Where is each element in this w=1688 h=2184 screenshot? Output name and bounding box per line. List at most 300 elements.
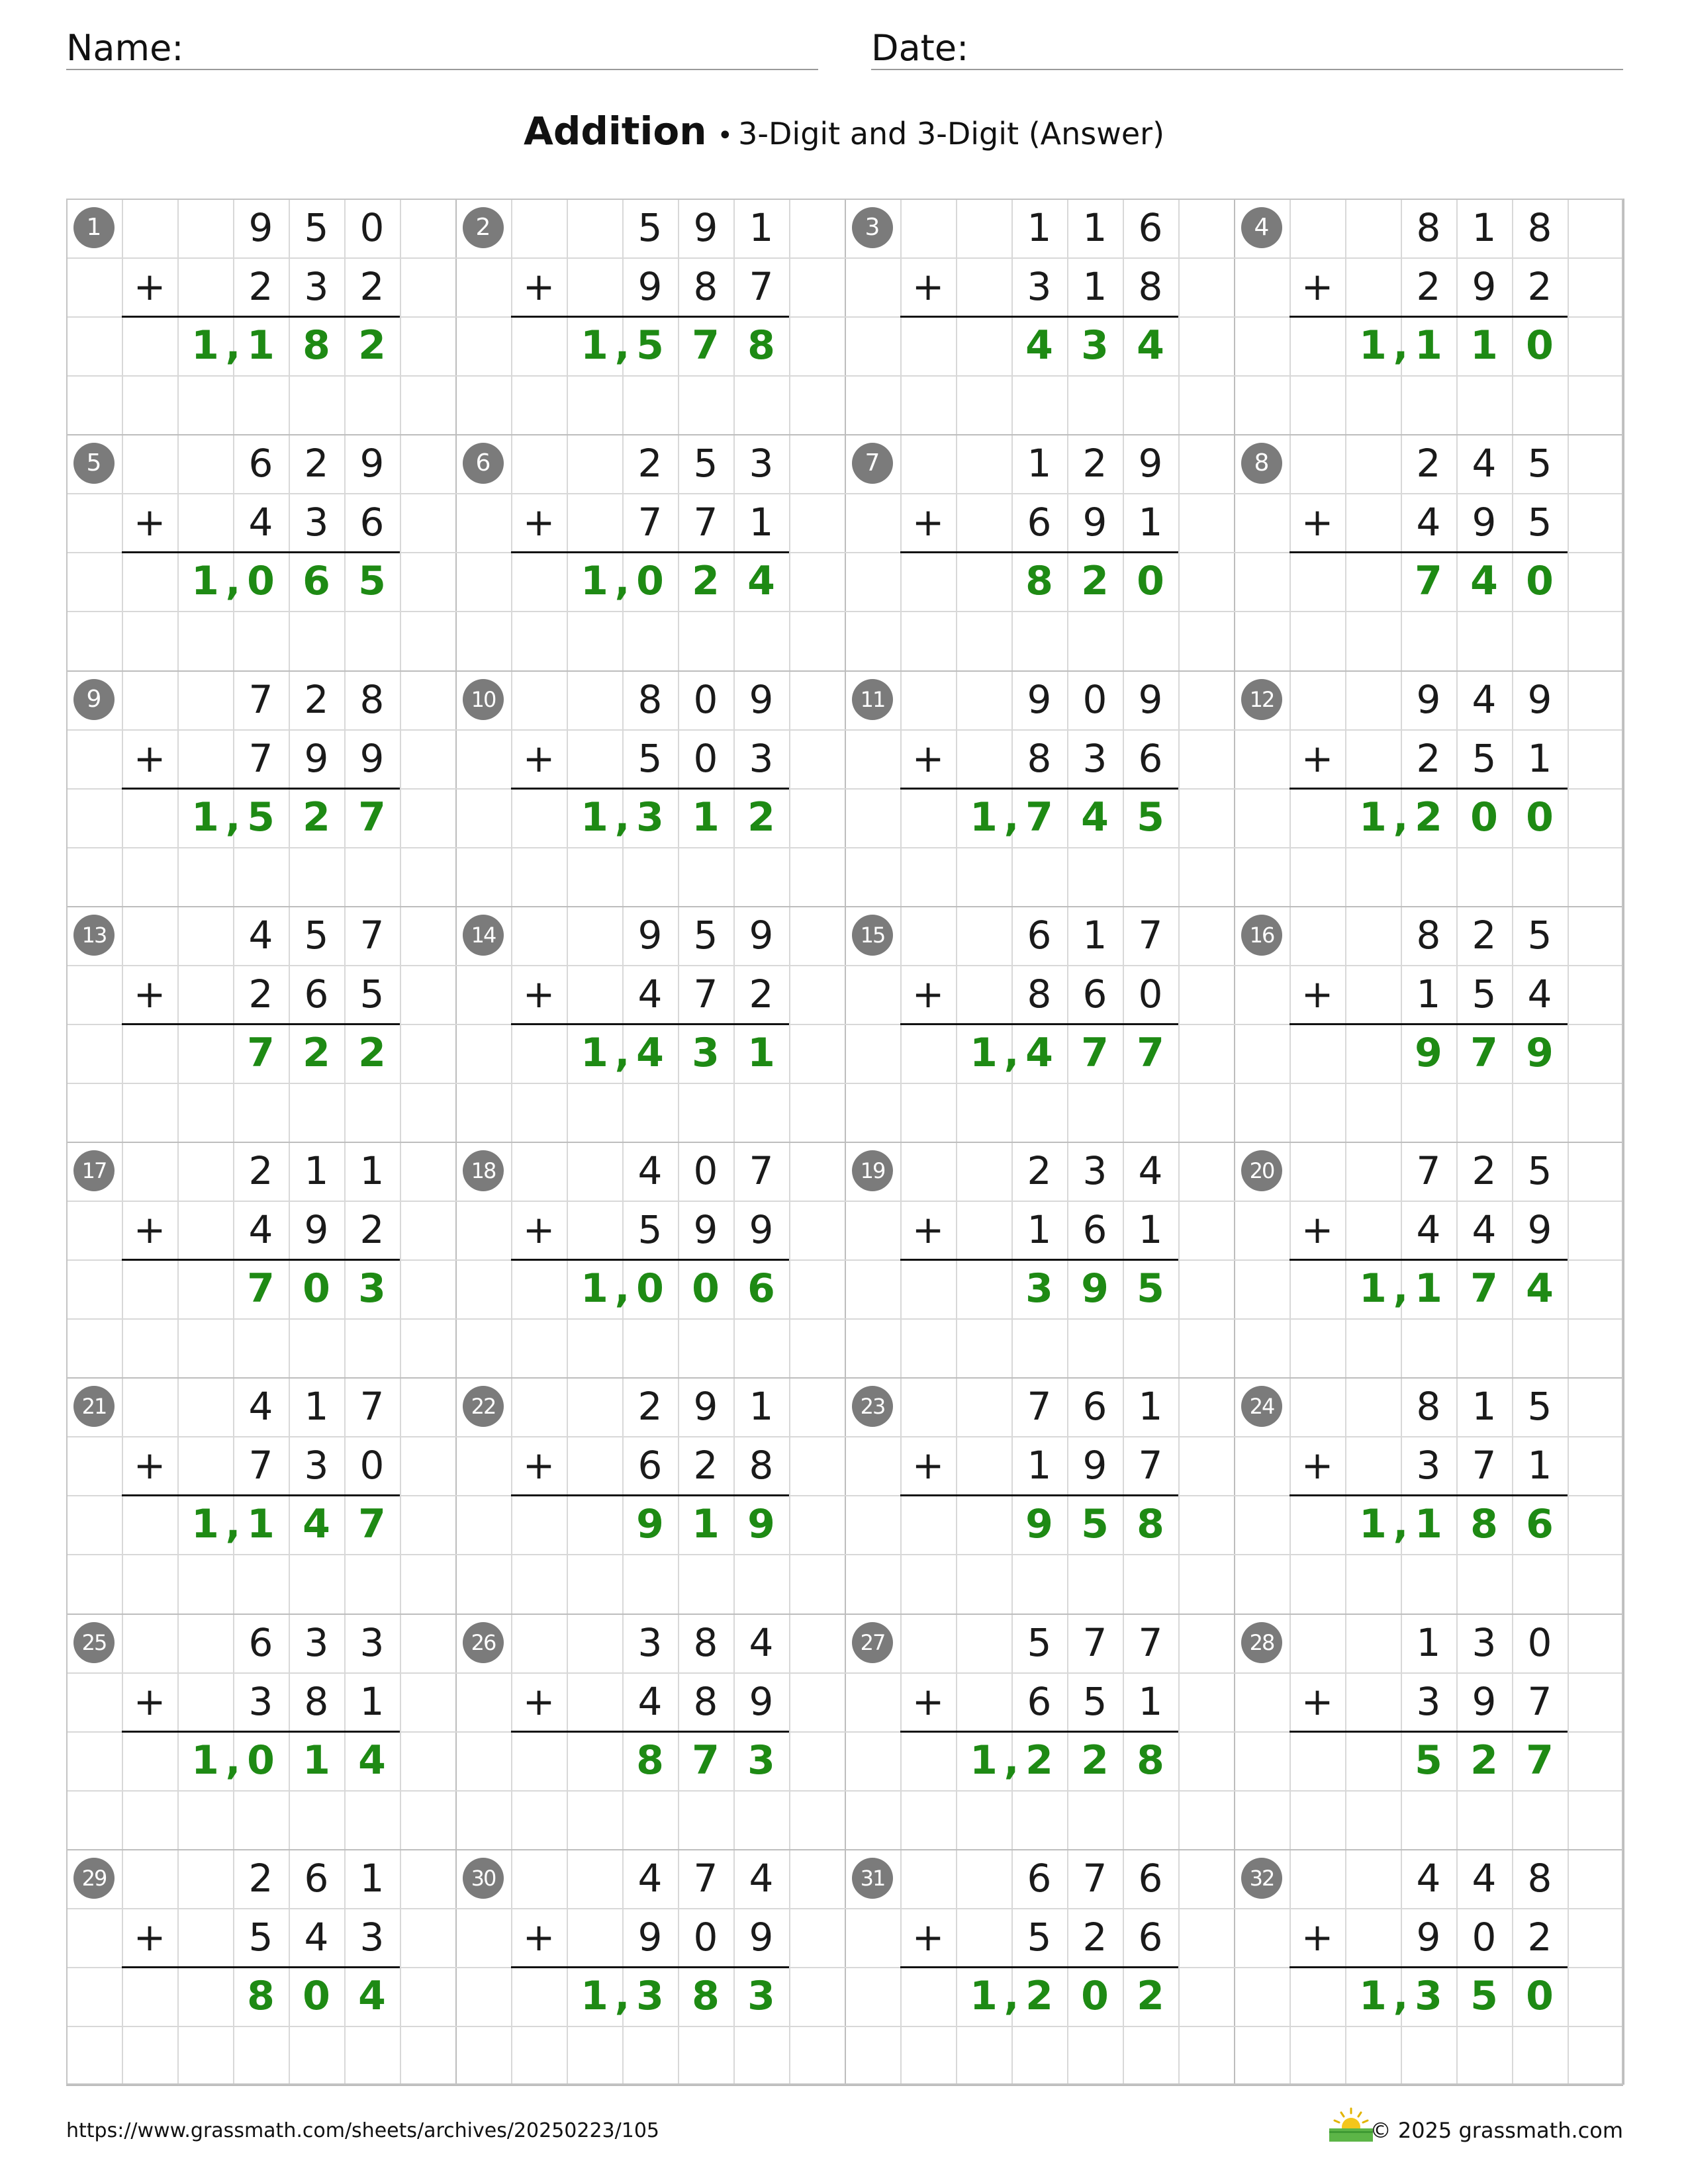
addend-digit: 7	[359, 912, 385, 958]
answer-digit: 7	[1025, 794, 1053, 841]
addend-digit: 0	[693, 676, 718, 722]
answer-digit: 5	[1415, 1737, 1442, 1784]
title-separator: •	[717, 120, 733, 151]
addend-digit: 9	[637, 1914, 663, 1960]
answer-digit: 2	[692, 558, 720, 605]
problem-number-badge: 18	[463, 1150, 504, 1191]
addend-digit: 9	[749, 1207, 774, 1253]
addend-digit: 7	[1416, 1148, 1441, 1193]
plus-sign: +	[522, 1914, 555, 1960]
addend-digit: 8	[693, 1678, 718, 1724]
answer-digit: 1	[970, 794, 998, 841]
addend-digit: 1	[359, 1678, 385, 1724]
footer-url: https://www.grassmath.com/sheets/archives/20250223/105	[66, 2119, 660, 2142]
answer-digit: 1	[1359, 322, 1387, 369]
addend-digit: 3	[304, 500, 329, 545]
addend-digit: 2	[1027, 1148, 1052, 1193]
addend-digit: 3	[749, 735, 774, 781]
addend-digit: 0	[1472, 1914, 1497, 1960]
problem-number-badge: 4	[1241, 207, 1282, 248]
addend-digit: 7	[637, 500, 663, 545]
addend-digit: 4	[248, 1207, 273, 1253]
answer-comma: ,	[614, 1029, 630, 1076]
answer-comma: ,	[1393, 1972, 1409, 2019]
plus-sign: +	[912, 1678, 945, 1724]
addend-digit: 7	[1138, 912, 1163, 958]
problem-number-badge: 8	[1241, 443, 1282, 484]
addend-digit: 3	[749, 441, 774, 486]
addend-digit: 6	[248, 441, 273, 486]
problem-number-badge: 9	[73, 679, 115, 720]
addend-digit: 2	[248, 1148, 273, 1193]
addend-digit: 9	[1472, 500, 1497, 545]
answer-comma: ,	[614, 558, 630, 605]
addend-digit: 4	[1472, 676, 1497, 722]
addend-digit: 1	[749, 500, 774, 545]
addend-digit: 9	[749, 912, 774, 958]
addend-digit: 7	[693, 1855, 718, 1901]
answer-digit: 1	[581, 1972, 608, 2019]
addend-digit: 9	[1527, 676, 1552, 722]
answer-digit: 1	[1359, 1972, 1387, 2019]
addend-digit: 9	[359, 441, 385, 486]
answer-digit: 0	[1526, 794, 1554, 841]
answer-comma: ,	[1393, 794, 1409, 841]
addend-digit: 4	[1472, 1855, 1497, 1901]
addend-digit: 8	[304, 1678, 329, 1724]
addend-digit: 3	[359, 1619, 385, 1665]
plus-sign: +	[1301, 1207, 1334, 1253]
answer-digit: 1	[581, 794, 608, 841]
plus-sign: +	[1301, 1443, 1334, 1488]
answer-comma: ,	[1004, 794, 1019, 841]
addend-digit: 1	[359, 1148, 385, 1193]
answer-comma: ,	[614, 794, 630, 841]
answer-comma: ,	[614, 322, 630, 369]
answer-digit: 1	[581, 322, 608, 369]
addend-digit: 7	[1138, 1619, 1163, 1665]
answer-digit: 5	[636, 322, 664, 369]
plus-sign: +	[1301, 500, 1334, 545]
problem-number-badge: 32	[1241, 1858, 1282, 1899]
plus-sign: +	[912, 971, 945, 1017]
answer-digit: 8	[1470, 1501, 1498, 1548]
answer-digit: 4	[1470, 558, 1498, 605]
problem-number-badge: 15	[852, 915, 893, 956]
addend-digit: 4	[637, 1855, 663, 1901]
addend-digit: 4	[749, 1619, 774, 1665]
answer-comma: ,	[1393, 322, 1409, 369]
addend-digit: 9	[1138, 441, 1163, 486]
addend-digit: 2	[304, 441, 329, 486]
answer-comma: ,	[225, 1501, 241, 1548]
plus-sign: +	[522, 1443, 555, 1488]
date-field[interactable]	[871, 25, 1623, 70]
plus-sign: +	[133, 1443, 166, 1488]
answer-comma: ,	[614, 1972, 630, 2019]
addend-digit: 6	[637, 1443, 663, 1488]
plus-sign: +	[1301, 264, 1334, 310]
addend-digit: 8	[1138, 264, 1163, 310]
answer-digit: 1	[247, 322, 275, 369]
answer-digit: 3	[636, 794, 664, 841]
addend-digit: 9	[248, 205, 273, 250]
worksheet-title	[0, 105, 1688, 167]
addend-digit: 1	[1138, 500, 1163, 545]
answer-digit: 1	[303, 1737, 330, 1784]
addend-digit: 6	[1082, 1384, 1107, 1430]
addend-digit: 3	[1416, 1443, 1441, 1488]
answer-digit: 0	[303, 1972, 330, 2019]
addend-digit: 9	[693, 205, 718, 250]
addend-digit: 6	[1082, 1207, 1107, 1253]
answer-comma: ,	[614, 1265, 630, 1312]
answer-digit: 7	[358, 794, 386, 841]
answer-digit: 0	[636, 558, 664, 605]
answer-comma: ,	[1393, 1501, 1409, 1548]
problem-number-badge: 19	[852, 1150, 893, 1191]
problem-number-badge: 23	[852, 1386, 893, 1427]
addend-digit: 6	[1027, 1678, 1052, 1724]
date-label: Date:	[871, 27, 969, 69]
addend-digit: 6	[1138, 1855, 1163, 1901]
addend-digit: 9	[1472, 264, 1497, 310]
answer-digit: 5	[358, 558, 386, 605]
answer-comma: ,	[225, 558, 241, 605]
answer-digit: 1	[970, 1029, 998, 1076]
answer-digit: 1	[191, 794, 219, 841]
answer-digit: 4	[636, 1029, 664, 1076]
addend-digit: 6	[1138, 1914, 1163, 1960]
answer-digit: 3	[636, 1972, 664, 2019]
plus-sign: +	[133, 971, 166, 1017]
plus-sign: +	[912, 264, 945, 310]
addend-digit: 1	[1138, 1207, 1163, 1253]
plus-sign: +	[522, 264, 555, 310]
answer-digit: 4	[303, 1501, 330, 1548]
addend-digit: 1	[1027, 1207, 1052, 1253]
answer-digit: 2	[303, 794, 330, 841]
answer-digit: 1	[1415, 1501, 1442, 1548]
plus-sign: +	[1301, 971, 1334, 1017]
addend-digit: 9	[1027, 676, 1052, 722]
answer-digit: 2	[1470, 1737, 1498, 1784]
answer-digit: 4	[1526, 1265, 1554, 1312]
answer-digit: 8	[247, 1972, 275, 2019]
addend-digit: 5	[1472, 971, 1497, 1017]
addend-digit: 3	[248, 1678, 273, 1724]
addend-digit: 2	[1082, 1914, 1107, 1960]
plus-sign: +	[133, 264, 166, 310]
addend-digit: 5	[1082, 1678, 1107, 1724]
addend-digit: 3	[1472, 1619, 1497, 1665]
answer-digit: 0	[1081, 1972, 1109, 2019]
plus-sign: +	[522, 971, 555, 1017]
answer-digit: 6	[747, 1265, 775, 1312]
answer-digit: 1	[1470, 322, 1498, 369]
answer-digit: 1	[1415, 1265, 1442, 1312]
addend-digit: 4	[248, 500, 273, 545]
addend-digit: 1	[1527, 735, 1552, 781]
addend-digit: 0	[1082, 676, 1107, 722]
addend-digit: 2	[1527, 1914, 1552, 1960]
addend-digit: 2	[1527, 264, 1552, 310]
addend-digit: 7	[693, 971, 718, 1017]
answer-digit: 8	[636, 1737, 664, 1784]
answer-digit: 8	[692, 1972, 720, 2019]
addend-digit: 0	[693, 735, 718, 781]
addend-digit: 7	[1527, 1678, 1552, 1724]
addend-digit: 5	[693, 441, 718, 486]
addend-digit: 5	[637, 735, 663, 781]
answer-digit: 3	[747, 1972, 775, 2019]
addend-digit: 3	[304, 1443, 329, 1488]
addend-digit: 2	[359, 264, 385, 310]
answer-comma: ,	[225, 1737, 241, 1784]
addend-digit: 2	[1472, 1148, 1497, 1193]
addend-digit: 1	[1416, 1619, 1441, 1665]
addend-digit: 4	[637, 1148, 663, 1193]
problem-number-badge: 22	[463, 1386, 504, 1427]
addend-digit: 1	[1472, 205, 1497, 250]
addend-digit: 5	[304, 912, 329, 958]
problem-grid	[66, 199, 1623, 2085]
answer-digit: 0	[692, 1265, 720, 1312]
addend-digit: 0	[693, 1914, 718, 1960]
answer-digit: 7	[1137, 1029, 1164, 1076]
addend-digit: 1	[749, 205, 774, 250]
answer-digit: 1	[581, 1265, 608, 1312]
addend-digit: 7	[248, 735, 273, 781]
addend-digit: 3	[304, 1619, 329, 1665]
addend-digit: 3	[1416, 1678, 1441, 1724]
answer-digit: 9	[636, 1501, 664, 1548]
addend-digit: 6	[1138, 205, 1163, 250]
addend-digit: 4	[749, 1855, 774, 1901]
problem-number-badge: 29	[73, 1858, 115, 1899]
answer-digit: 0	[1137, 558, 1164, 605]
plus-sign: +	[133, 735, 166, 781]
addend-digit: 2	[1416, 264, 1441, 310]
addend-digit: 9	[693, 1207, 718, 1253]
title-subtitle: 3-Digit and 3-Digit (Answer)	[738, 116, 1165, 152]
addend-digit: 5	[1527, 500, 1552, 545]
addend-digit: 7	[248, 676, 273, 722]
addend-digit: 9	[359, 735, 385, 781]
addend-digit: 0	[1138, 971, 1163, 1017]
answer-digit: 2	[1415, 794, 1442, 841]
addend-digit: 9	[637, 912, 663, 958]
answer-digit: 4	[358, 1737, 386, 1784]
problem-number-badge: 28	[1241, 1622, 1282, 1663]
answer-digit: 1	[191, 322, 219, 369]
addend-digit: 5	[1527, 1148, 1552, 1193]
answer-digit: 0	[1470, 794, 1498, 841]
addend-digit: 2	[1416, 735, 1441, 781]
problem-number-badge: 11	[852, 679, 893, 720]
addend-digit: 2	[248, 264, 273, 310]
addend-digit: 1	[359, 1855, 385, 1901]
addend-digit: 7	[749, 1148, 774, 1193]
addend-digit: 1	[1082, 912, 1107, 958]
addend-digit: 1	[304, 1384, 329, 1430]
addend-digit: 5	[1027, 1619, 1052, 1665]
answer-digit: 9	[1081, 1265, 1109, 1312]
answer-digit: 1	[1359, 1265, 1387, 1312]
addend-digit: 3	[304, 264, 329, 310]
answer-digit: 1	[191, 1737, 219, 1784]
problem-number-badge: 1	[73, 207, 115, 248]
addend-digit: 1	[1138, 1678, 1163, 1724]
addend-digit: 8	[1027, 971, 1052, 1017]
addend-digit: 9	[749, 676, 774, 722]
addend-digit: 1	[1527, 1443, 1552, 1488]
addend-digit: 9	[1416, 1914, 1441, 1960]
addend-digit: 9	[749, 1678, 774, 1724]
answer-digit: 9	[1526, 1029, 1554, 1076]
addend-digit: 2	[248, 1855, 273, 1901]
addend-digit: 4	[248, 1384, 273, 1430]
addend-digit: 8	[693, 1619, 718, 1665]
problem-number-badge: 26	[463, 1622, 504, 1663]
answer-digit: 3	[747, 1737, 775, 1784]
answer-digit: 2	[358, 322, 386, 369]
addend-digit: 0	[1527, 1619, 1552, 1665]
problem-number-badge: 24	[1241, 1386, 1282, 1427]
problem-number-badge: 27	[852, 1622, 893, 1663]
plus-sign: +	[912, 500, 945, 545]
addend-digit: 8	[693, 264, 718, 310]
addend-digit: 7	[1082, 1619, 1107, 1665]
answer-digit: 9	[1415, 1029, 1442, 1076]
answer-digit: 2	[303, 1029, 330, 1076]
answer-digit: 7	[1470, 1029, 1498, 1076]
answer-digit: 7	[247, 1029, 275, 1076]
answer-digit: 8	[1025, 558, 1053, 605]
plus-sign: +	[912, 735, 945, 781]
problem-number-badge: 5	[73, 443, 115, 484]
answer-digit: 8	[1137, 1737, 1164, 1784]
addend-digit: 8	[1416, 912, 1441, 958]
answer-digit: 1	[581, 558, 608, 605]
addend-digit: 3	[1082, 1148, 1107, 1193]
addend-digit: 9	[304, 1207, 329, 1253]
answer-digit: 7	[1415, 558, 1442, 605]
addend-digit: 0	[359, 205, 385, 250]
addend-digit: 7	[693, 500, 718, 545]
answer-comma: ,	[1004, 1737, 1019, 1784]
answer-digit: 2	[1137, 1972, 1164, 2019]
plus-sign: +	[522, 1678, 555, 1724]
answer-digit: 1	[1359, 1501, 1387, 1548]
answer-comma: ,	[1004, 1029, 1019, 1076]
answer-digit: 5	[1137, 794, 1164, 841]
addend-digit: 9	[749, 1914, 774, 1960]
answer-comma: ,	[1004, 1972, 1019, 2019]
answer-digit: 1	[191, 558, 219, 605]
addend-digit: 8	[1527, 205, 1552, 250]
addend-digit: 7	[1472, 1443, 1497, 1488]
addend-digit: 3	[359, 1914, 385, 1960]
addend-digit: 7	[1082, 1855, 1107, 1901]
answer-digit: 5	[1081, 1501, 1109, 1548]
plus-sign: +	[912, 1207, 945, 1253]
answer-digit: 1	[581, 1029, 608, 1076]
addend-digit: 2	[1416, 441, 1441, 486]
addend-digit: 4	[1416, 1855, 1441, 1901]
addend-digit: 0	[359, 1443, 385, 1488]
addend-digit: 2	[359, 1207, 385, 1253]
addend-digit: 3	[1027, 264, 1052, 310]
addend-digit: 0	[693, 1148, 718, 1193]
addend-digit: 1	[1472, 1384, 1497, 1430]
answer-digit: 5	[1137, 1265, 1164, 1312]
addend-digit: 9	[1082, 1443, 1107, 1488]
addend-digit: 9	[1138, 676, 1163, 722]
answer-digit: 1	[970, 1972, 998, 2019]
answer-digit: 8	[1137, 1501, 1164, 1548]
problem-number-badge: 13	[73, 915, 115, 956]
addend-digit: 9	[693, 1384, 718, 1430]
addend-digit: 5	[1472, 735, 1497, 781]
answer-digit: 1	[1359, 794, 1387, 841]
addend-digit: 9	[637, 264, 663, 310]
plus-sign: +	[912, 1443, 945, 1488]
addend-digit: 5	[637, 205, 663, 250]
addend-digit: 7	[1027, 1384, 1052, 1430]
addend-digit: 8	[1027, 735, 1052, 781]
answer-comma: ,	[1393, 1265, 1409, 1312]
answer-digit: 2	[747, 794, 775, 841]
addend-digit: 2	[248, 971, 273, 1017]
answer-digit: 2	[1025, 1972, 1053, 2019]
addend-digit: 4	[637, 971, 663, 1017]
addend-digit: 4	[637, 1678, 663, 1724]
addend-digit: 9	[1472, 1678, 1497, 1724]
name-field[interactable]	[66, 25, 818, 70]
answer-digit: 4	[358, 1972, 386, 2019]
addend-digit: 6	[359, 500, 385, 545]
problem-number-badge: 3	[852, 207, 893, 248]
answer-comma: ,	[225, 794, 241, 841]
addend-digit: 1	[1138, 1384, 1163, 1430]
footer-copyright: © 2025 grassmath.com	[1370, 2118, 1623, 2143]
addend-digit: 2	[637, 1384, 663, 1430]
addend-digit: 8	[359, 676, 385, 722]
answer-digit: 2	[1081, 558, 1109, 605]
addend-digit: 4	[304, 1914, 329, 1960]
answer-digit: 1	[247, 1501, 275, 1548]
answer-digit: 0	[303, 1265, 330, 1312]
addend-digit: 9	[1416, 676, 1441, 722]
addend-digit: 1	[1082, 205, 1107, 250]
addend-digit: 2	[749, 971, 774, 1017]
answer-digit: 0	[1526, 322, 1554, 369]
addend-digit: 3	[1082, 735, 1107, 781]
addend-digit: 9	[1527, 1207, 1552, 1253]
answer-digit: 1	[970, 1737, 998, 1784]
plus-sign: +	[522, 500, 555, 545]
answer-digit: 9	[747, 1501, 775, 1548]
answer-digit: 7	[358, 1501, 386, 1548]
addend-digit: 6	[248, 1619, 273, 1665]
addend-digit: 2	[1472, 912, 1497, 958]
addend-digit: 1	[1082, 264, 1107, 310]
answer-digit: 0	[247, 1737, 275, 1784]
addend-digit: 7	[359, 1384, 385, 1430]
addend-digit: 6	[304, 971, 329, 1017]
addend-digit: 6	[304, 1855, 329, 1901]
